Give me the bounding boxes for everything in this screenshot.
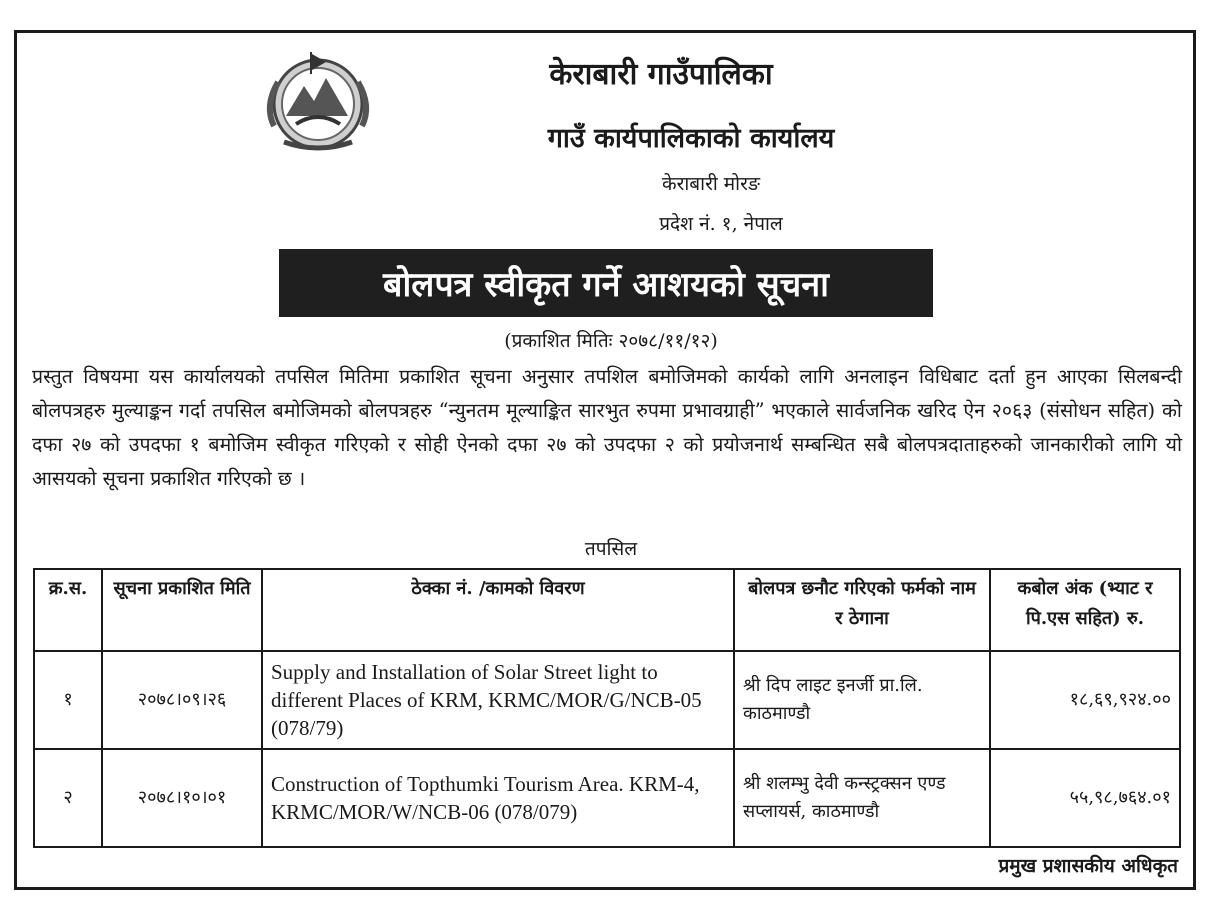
cell-amount: ५५,९८,७६४.०१ bbox=[990, 749, 1180, 847]
table-header-row bbox=[34, 569, 1180, 651]
cell-amount: १८,६९,९२४.०० bbox=[990, 651, 1180, 749]
signatory: प्रमुख प्रशासकीय अधिकृत bbox=[998, 855, 1178, 877]
col-header-firm: बोलपत्र छनौट गरिएको फर्मको नाम र ठेगाना bbox=[734, 569, 990, 651]
published-date: (प्रकाशित मितिः २०७८/११/१२) bbox=[504, 330, 718, 352]
notice-title-banner bbox=[279, 249, 933, 317]
org-name: केराबारी गाउँपालिका bbox=[549, 57, 773, 92]
address-line: केराबारी मोरङ bbox=[662, 173, 760, 195]
col-header-date: सूचना प्रकाशित मिति bbox=[102, 569, 262, 651]
schedule-label: तपसिल bbox=[584, 538, 638, 560]
col-header-amount: कबोल अंक (भ्याट र पि.एस सहित) रु. bbox=[990, 569, 1180, 651]
table-row bbox=[34, 749, 1180, 847]
cell-description: Construction of Topthumki Tourism Area. KRM-4, KRMC/MOR/W/NCB-06 (078/079) bbox=[262, 749, 734, 847]
cell-sn: २ bbox=[34, 749, 102, 847]
cell-description: Supply and Installation of Solar Street light to different Places of KRM, KRMC/MOR/G/NCB-05 (078/79) bbox=[262, 651, 734, 749]
province-line: प्रदेश नं. १, नेपाल bbox=[659, 213, 783, 235]
table-row bbox=[34, 651, 1180, 749]
cell-sn: १ bbox=[34, 651, 102, 749]
cell-date: २०७८।१०।०१ bbox=[102, 749, 262, 847]
cell-firm: श्री शलम्भु देवी कन्स्ट्रक्सन एण्ड सप्लायर्स, काठमाण्डौ bbox=[734, 749, 990, 847]
notice-body: प्रस्तुत विषयमा यस कार्यालयको तपसिल मितिमा प्रकाशित सूचना अनुसार तपशिल बमोजिमको कार्यको लागि अनलाइन विधिबाट दर्ता हुन आएका सिलबन्दी बोलपत्रहरु मुल्याङ्कन गर्दा तपसिल बमोजिमको बोलपत्रहरु “न्युनतम मूल्याङ्कित सारभुत रुपमा प्रभावग्राही” भएकाले सार्वजनिक खरिद ऐन २०६३ (संसोधन सहित) को दफा २७ को उपदफा १ बमोजिम स्वीकृत गरिएको र सोही ऐनको दफा २७ को उपदफा २ को प्रयोजनार्थ सम्बन्धित सबै बोलपत्रदाताहरुको जानकारीको लागि यो आसयको सूचना प्रकाशित गरिएको छ । bbox=[32, 365, 1182, 490]
col-header-description: ठेक्का नं. /कामको विवरण bbox=[262, 569, 734, 651]
cell-firm: श्री दिप लाइट इनर्जी प्रा.लि. काठमाण्डौ bbox=[734, 651, 990, 749]
bid-table bbox=[33, 568, 1181, 848]
office-name: गाउँ कार्यपालिकाको कार्यालय bbox=[547, 123, 835, 154]
cell-date: २०७८।०९।२६ bbox=[102, 651, 262, 749]
col-header-sn: क्र.स. bbox=[34, 569, 102, 651]
notice-title: बोलपत्र स्वीकृत गर्ने आशयको सूचना bbox=[383, 265, 829, 305]
